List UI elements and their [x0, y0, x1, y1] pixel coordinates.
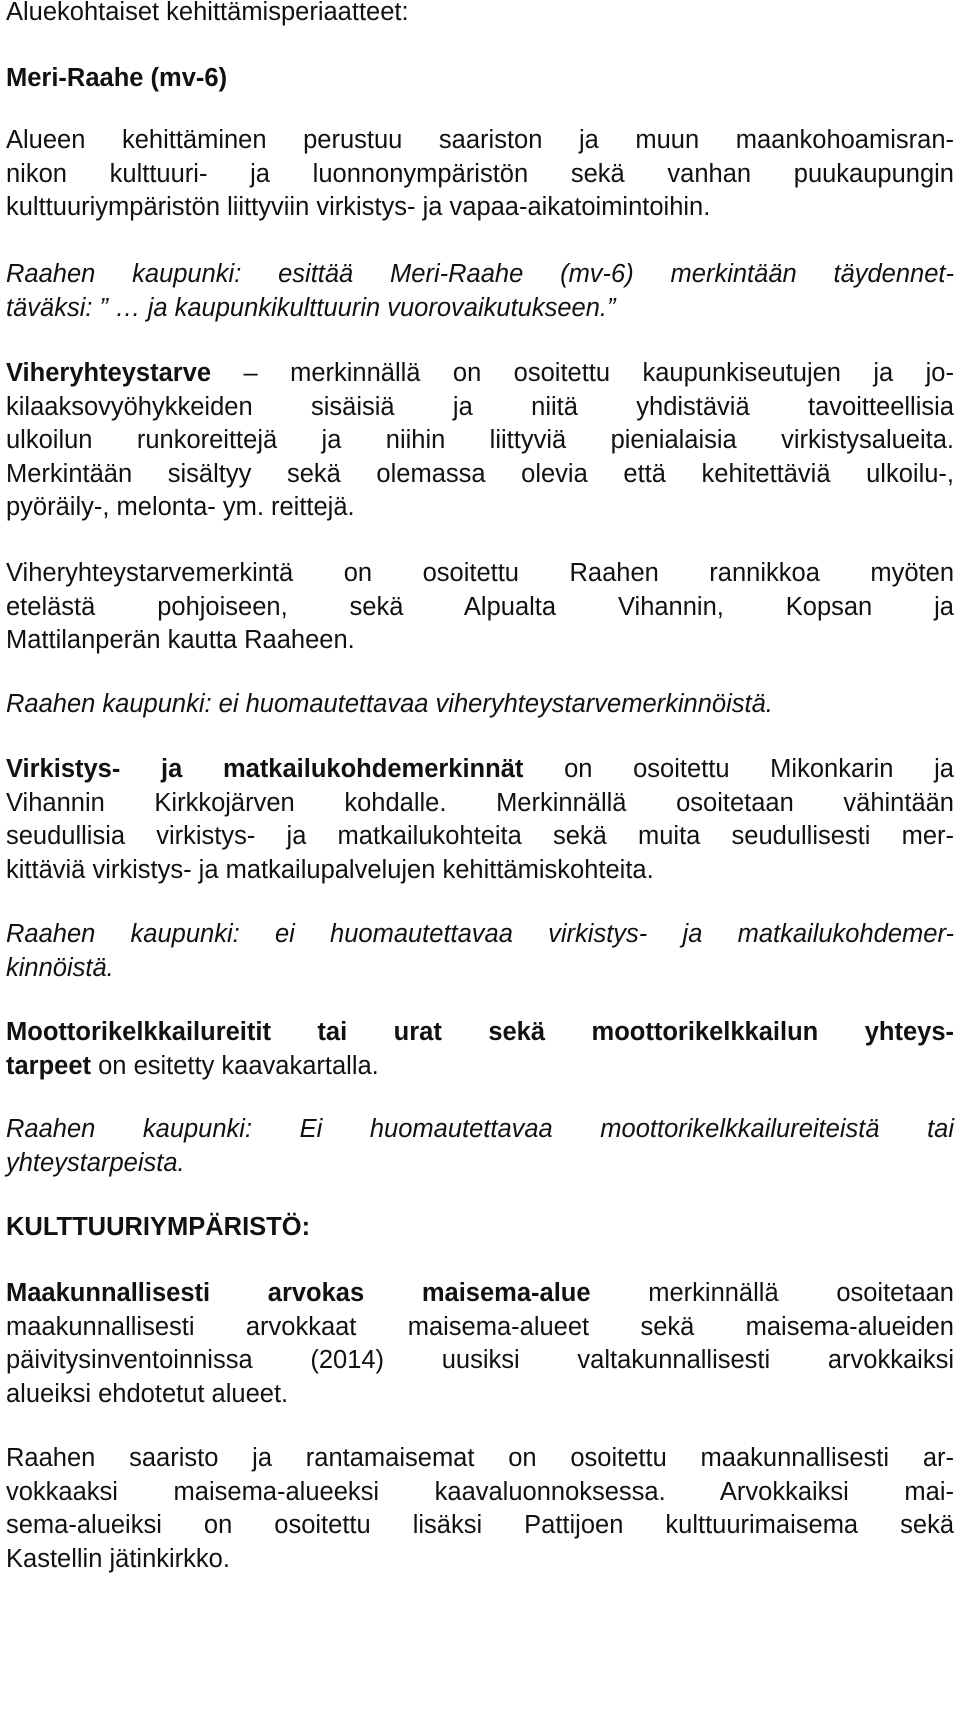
- comment-raahe-recreation: Raahen kaupunki: ei huomautettavaa virkistys- ja matkailukohdemer- kinnöistä.: [6, 920, 954, 982]
- paragraph-green-connection-need: Viheryhteystarve – merkinnällä on osoitettu kaupunkiseutujen ja jo- kilaaksovyöhykkeiden sisäisiä ja niitä yhdistäviä tavoitteellisia ulkoilun runkoreittejä ja niihin liittyviä pienialaisia virkistysalueita. Merkintään sisältyy sekä olemassa olevia että kehitettäviä ulkoilu-, pyöräily-, melonta- ym. reittejä.: [6, 359, 954, 521]
- term-viheryhteystarve: Viheryhteystarve: [6, 359, 212, 387]
- term-maisema-alue: Maakunnallisesti arvokas maisema-alue: [6, 1279, 591, 1307]
- section-heading-cultural-environment: KULTTUURIYMPÄRISTÖ:: [6, 1213, 311, 1241]
- paragraph-area-development: Alueen kehittäminen perustuu saariston ja muun maankohoamisran- nikon kulttuuri- ja luonnonympäristön sekä vanhan puukaupungin kulttuuriympäristön liittyviin virkistys- ja vapaa-aikatoimintoihin.: [6, 126, 954, 221]
- paragraph-green-connection-routes: Viheryhteystarvemerkintä on osoitettu Raahen rannikkoa myöten etelästä pohjoiseen, sekä Alpualta Vihannin, Kopsan ja Mattilanperän kautta Raaheen.: [6, 559, 954, 654]
- term-moottorikelkkailu: Moottorikelkkailureitit tai urat sekä moottorikelkkailun yhteys-: [6, 1018, 954, 1046]
- comment-raahe-green-connection: Raahen kaupunki: ei huomautettavaa viheryhteystarvemerkinnöistä.: [6, 690, 773, 718]
- paragraph-archipelago-landscape: Raahen saaristo ja rantamaisemat on osoitettu maakunnallisesti ar- vokkaaksi maisema-alueeksi kaavaluonnoksessa. Arvokkaiksi mai- sema-alueiksi on osoitettu lisäksi Pattijoen kulttuurimaisema sekä Kastellin jätinkirkko.: [6, 1444, 954, 1573]
- comment-raahe-snowmobile: Raahen kaupunki: Ei huomautettavaa moottorikelkkailureiteistä tai yhteystarpeista.: [6, 1115, 954, 1177]
- comment-raahe-meri-raahe: Raahen kaupunki: esittää Meri-Raahe (mv-6) merkintään täydennet- täväksi: ” … ja kaupunkikulttuurin vuorovaikutukseen.”: [6, 260, 954, 322]
- paragraph-recreation-tourism-markings: Virkistys- ja matkailukohdemerkinnät on osoitettu Mikonkarin ja Vihannin Kirkkojärven kohdalle. Merkinnällä osoitetaan vähintään seudullisia virkistys- ja matkailukohteita sekä muita seudullisesti mer- kittäviä virkistys- ja matkailupalvelujen kehittämiskohteita.: [6, 755, 954, 884]
- term-virkistys-matkailu: Virkistys- ja matkailukohdemerkinnät: [6, 755, 524, 783]
- paragraph-valuable-landscape: Maakunnallisesti arvokas maisema-alue merkinnällä osoitetaan maakunnallisesti arvokkaat maisema-alueet sekä maisema-alueiden päivitysinventoinnissa (2014) uusiksi valtakunnallisesti arvokkaiksi alueiksi ehdotetut alueet.: [6, 1279, 954, 1408]
- paragraph-snowmobile-routes: Moottorikelkkailureitit tai urat sekä moottorikelkkailun yhteys- tarpeet on esitetty kaavakartalla.: [6, 1018, 954, 1080]
- subheading-meri-raahe: Meri-Raahe (mv-6): [6, 64, 228, 92]
- section-heading-development-principles: Aluekohtaiset kehittämisperiaatteet:: [6, 0, 409, 26]
